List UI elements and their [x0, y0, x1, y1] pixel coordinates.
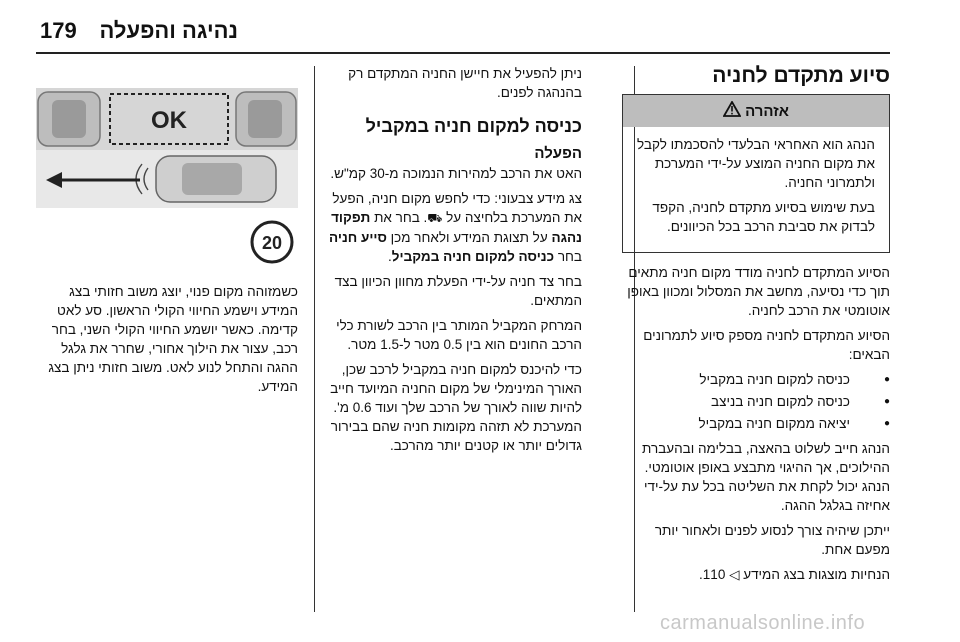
right-column: [622, 64, 890, 590]
header-divider: [36, 52, 890, 54]
intro-paragraph: ניתן להפעיל את חיישן החניה המתקדם רק בהנהגה לפנים.: [348, 66, 582, 100]
text-run: . בחר את: [370, 210, 428, 225]
body-paragraph: כדי להיכנס למקום חניה במקביל לרכב שכן, האורך המינימלי של מקום החניה המיועד חייב להיות שווה לאורך של הרכב שלך ועוד 0.6 מ'. המערכת לא תזהה מקומות חניה שהם בבירור גדולים יותר או קטנים יותר מהרכב.: [330, 362, 582, 453]
section-heading: סיוע מתקדם לחניה: [712, 64, 890, 87]
body-paragraph: המרחק המקביל המותר בין הרכב לשורת כלי הרכב החונים הוא בין 0.5 מטר ל-1.5 מטר.: [336, 318, 582, 352]
body-paragraph: הנהג חייב לשלוט בהאצה, בבלימה ובהעברת ההילוכים, אך ההיגוי מתבצע באופן אוטומטי. הנהג יכול לקחת את השליטה בכל עת על-ידי אחיזה בגלגל ההגה.: [642, 441, 890, 513]
menu-term: סייע חניה: [329, 230, 387, 245]
ok-label: OK: [151, 107, 187, 134]
body-paragraph: האט את הרכב למהירות הנמוכה מ-30 קמ"ש.: [330, 166, 582, 181]
text-run: בחר: [554, 249, 582, 264]
list-item: ● יציאה ממקום חניה במקביל: [622, 414, 890, 433]
page-reference: הנחיות מוצגות בצג המידע ◁ 110.: [699, 567, 890, 582]
body-paragraph: בחר צד חניה על-ידי הפעלת מחוון הכיוון בצד המתאים.: [334, 274, 582, 308]
text-run: .: [388, 249, 392, 264]
left-column: [36, 64, 298, 402]
activation-heading: הפעלה: [534, 145, 582, 162]
body-paragraph: ייתכן שיהיה צורך לנסוע לפנים ולאחור יותר מפעם אחת.: [654, 523, 890, 557]
menu-term: תפקוד נהגה: [331, 210, 582, 245]
body-paragraph: הסיוע המתקדם לחניה מספק סיוע לתמרונים הבאים:: [643, 328, 890, 362]
page-header: [0, 0, 960, 58]
activation-paragraph: [314, 189, 582, 266]
watermark: carmanualsonline.info: [660, 612, 866, 634]
text-run: על תצוגת המידע ולאחר מכן: [386, 230, 552, 245]
warning-paragraph: הנהג הוא האחראי הבלעדי להסכמתו לקבל את מקום החניה המוצע על-ידי המערכת ולתמרוני החניה.: [636, 137, 875, 190]
parked-car-icon: [38, 92, 100, 146]
body-paragraph: כשמזוהה מקום פנוי, יוצג משוב חזותי בצג המידע וישמע החיווי הקולי הראשון. סע לאט קדימה. כאשר יושמע החיווי הקולי השני, בחר רכב, עצור את הילוך אחורי, שחרר את גלגל ההגה והתחל לנוע לאט. משוב חזותי ניתן בצג המידע.: [48, 284, 298, 394]
menu-term: כניסה למקום חניה במקביל: [391, 249, 555, 264]
list-item: ● כניסה למקום חניה בניצב: [622, 392, 890, 411]
page-number: 179: [40, 18, 77, 43]
warning-box: [622, 94, 890, 253]
warning-title: אזהרה: [745, 102, 789, 120]
parking-illustration: [36, 64, 298, 272]
warning-header: [623, 95, 889, 127]
warning-body: [623, 127, 889, 252]
speed-limit-sign-icon: [252, 222, 292, 262]
text-run: צג מידע צבעוני: כדי לחפש מקום חניה, הפעל את המערכת בלחיצה על: [332, 191, 582, 225]
middle-column: [314, 64, 582, 461]
list-item: ● כניסה למקום חניה במקביל: [622, 370, 890, 389]
body-paragraph: הסיוע המתקדם לחניה מודד מקום חניה מתאים תוך כדי נסיעה, מחשב את המסלול ומכוון באופן אוטומטי את הרכב לחניה.: [627, 265, 890, 318]
warning-paragraph: בעת שימוש בסיוע מתקדם לחניה, הקפד לבדוק את סביבת הרכב בכל הכיוונים.: [652, 200, 875, 234]
maneuver-list: [622, 370, 890, 433]
svg-text:20: 20: [261, 233, 283, 253]
parked-car-icon: [236, 92, 296, 146]
warning-triangle-icon: [723, 101, 741, 121]
parking-assist-icon: ⛟: [427, 211, 443, 225]
subsection-heading: כניסה למקום חניה במקביל: [365, 116, 582, 136]
chapter-title: נהיגה והפעלה: [99, 18, 238, 43]
